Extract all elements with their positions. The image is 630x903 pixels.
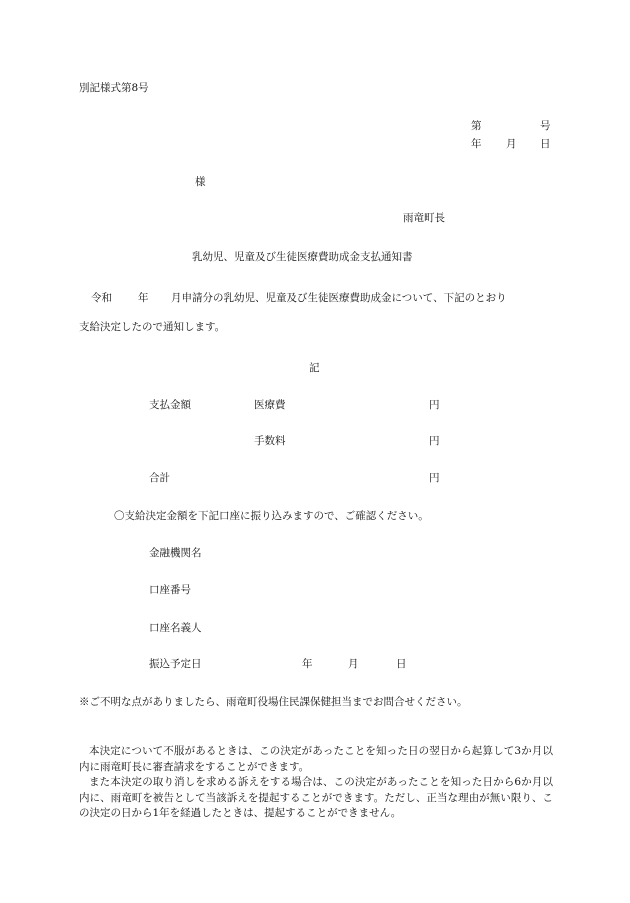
- appeal-paragraph-2: また本決定の取り消しを求める訴えをする場合は、この決定があったことを知った日から6か月以内に、雨竜町を被告として当該訴えを提起することができます。ただし、正当な理由が無い限り、この決定の日から1年を経過したときは、提起することができません。: [79, 776, 553, 819]
- date-year: 年: [471, 138, 482, 150]
- body-era: 令和: [91, 292, 112, 304]
- bank-institution: 金融機関名: [149, 547, 202, 559]
- body-year: 年: [138, 292, 149, 304]
- body-line1-rest: 月申請分の乳幼児、児童及び生徒医療費助成金について、下記のとおり: [171, 292, 507, 304]
- date-day: 日: [540, 138, 551, 150]
- payment-fee: 手数料: [254, 435, 286, 447]
- doc-number-go: 号: [540, 120, 551, 132]
- payment-total: 合計: [149, 472, 170, 484]
- payment-fee-yen: 円: [429, 435, 440, 447]
- appeal-paragraph-1: 本決定について不服があるときは、この決定があったことを知った日の翌日から起算して3か月以内に雨竜町長に審査請求をすることができます。: [79, 745, 553, 773]
- payment-label: 支払金額: [149, 399, 191, 411]
- transfer-date-month: 月: [348, 658, 359, 670]
- transfer-date-label: 振込予定日: [149, 658, 202, 670]
- bank-account-number: 口座番号: [149, 584, 191, 596]
- ki-heading: 記: [309, 362, 320, 374]
- transfer-date-day: 日: [396, 658, 407, 670]
- payment-medical-yen: 円: [429, 399, 440, 411]
- doc-number-dai: 第: [471, 120, 482, 132]
- form-number: 別記様式第8号: [79, 82, 149, 94]
- bank-account-holder: 口座名義人: [149, 622, 202, 634]
- date-month: 月: [506, 138, 517, 150]
- recipient-honorific: 様: [195, 176, 206, 188]
- issuer: 雨竜町長: [403, 212, 445, 224]
- body-line2: 支給決定したので通知します。: [79, 321, 226, 333]
- payment-total-yen: 円: [429, 472, 440, 484]
- transfer-notice: 〇支給決定金額を下記口座に振り込みますので、ご確認ください。: [114, 510, 429, 522]
- appeal-notice: [79, 744, 553, 822]
- payment-medical: 医療費: [254, 399, 286, 411]
- document-title: 乳幼児、児童及び生徒医療費助成金支払通知書: [192, 251, 413, 263]
- inquiry-note: ※ご不明な点がありましたら、雨竜町役場住民課保健担当までお問合せください。: [79, 696, 468, 708]
- transfer-date-year: 年: [302, 658, 313, 670]
